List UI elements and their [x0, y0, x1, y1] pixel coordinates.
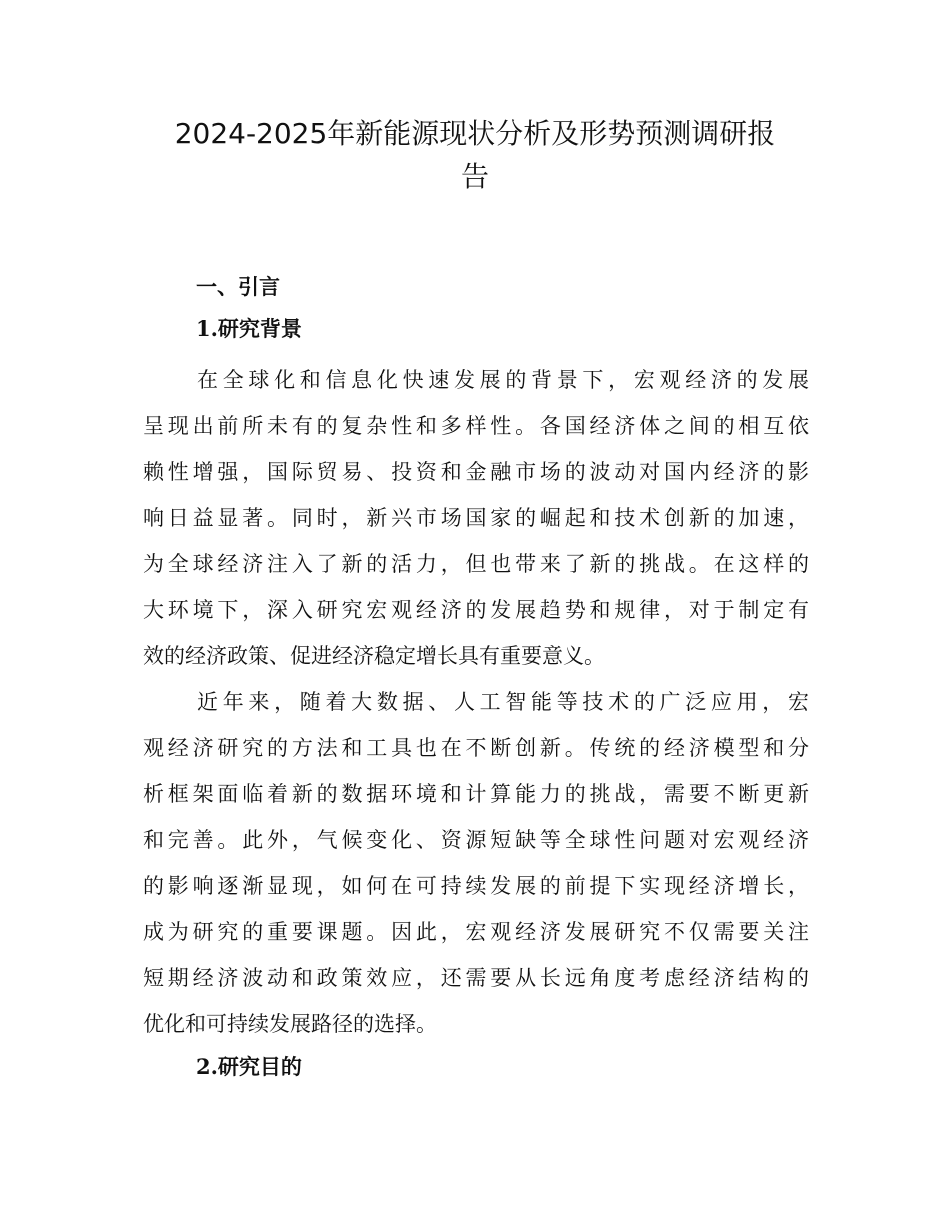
text-line: 的影响逐渐显现，如何在可持续发展的前提下实现经济增长，	[143, 874, 809, 898]
text-line: 赖性增强，国际贸易、投资和金融市场的波动对国内经济的影	[143, 460, 809, 484]
text-line: 在全球化和信息化快速发展的背景下，宏观经济的发展	[197, 368, 809, 392]
text-line: 响日益显著。同时，新兴市场国家的崛起和技术创新的加速，	[143, 506, 809, 530]
text-line: 呈现出前所未有的复杂性和多样性。各国经济体之间的相互依	[143, 414, 809, 438]
section-heading-introduction: 一、引言	[196, 274, 280, 299]
title-line-1: 2024-2025年新能源现状分析及形势预测调研报	[174, 117, 776, 150]
text-line: 观经济研究的方法和工具也在不断创新。传统的经济模型和分	[143, 736, 809, 760]
subsection-heading-background: 1.研究背景	[196, 316, 302, 341]
subsection-heading-purpose: 2.研究目的	[196, 1054, 302, 1079]
paragraph-background-1	[143, 357, 809, 679]
text-line: 和完善。此外，气候变化、资源短缺等全球性问题对宏观经济	[143, 828, 809, 852]
paragraph-background-2	[143, 679, 809, 1047]
text-line: 效的经济政策、促进经济稳定增长具有重要意义。	[143, 644, 605, 668]
text-line: 近年来，随着大数据、人工智能等技术的广泛应用，宏	[197, 690, 809, 714]
title-line-2: 告	[460, 160, 489, 193]
text-line: 优化和可持续发展路径的选择。	[143, 1012, 437, 1036]
document-title	[140, 112, 810, 198]
text-line: 析框架面临着新的数据环境和计算能力的挑战，需要不断更新	[143, 782, 809, 806]
text-line: 短期经济波动和政策效应，还需要从长远角度考虑经济结构的	[143, 966, 809, 990]
text-line: 为全球经济注入了新的活力，但也带来了新的挑战。在这样的	[143, 552, 809, 576]
text-line: 成为研究的重要课题。因此，宏观经济发展研究不仅需要关注	[143, 920, 809, 944]
text-line: 大环境下，深入研究宏观经济的发展趋势和规律，对于制定有	[143, 598, 809, 622]
